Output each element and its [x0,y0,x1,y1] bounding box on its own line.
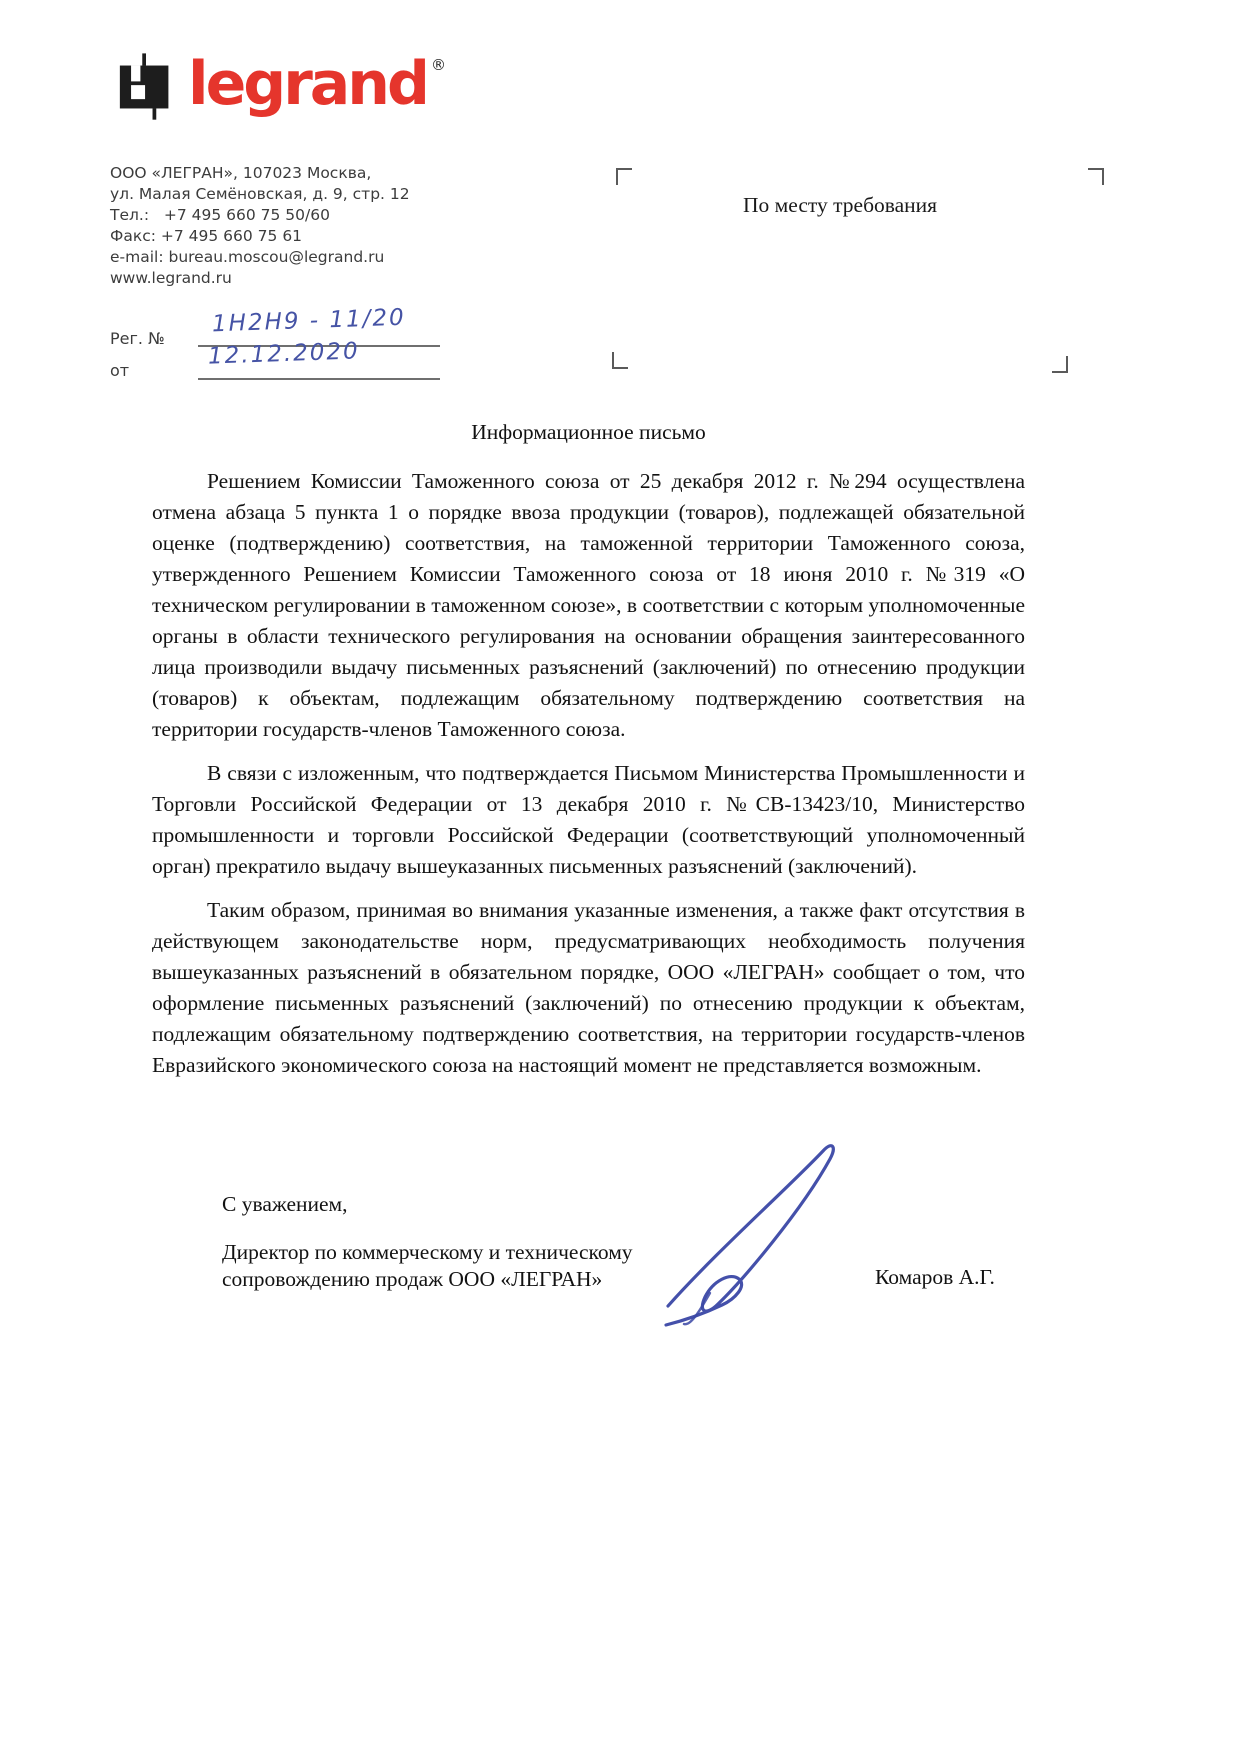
crop-mark-bottom-right [1052,356,1068,373]
crop-mark-bottom-left [612,352,628,369]
signer-position-line-2: сопровождению продаж ООО «ЛЕГРАН» [222,1267,603,1291]
company-phone-line: Тел.: +7 495 660 75 50/60 [110,206,330,224]
legrand-wordmark: legrand [188,49,427,119]
closing-salutation: С уважением, [222,1192,348,1216]
reg-number-handwritten-value: 1Н2Н9 - 11/20 [211,304,407,338]
legrand-mark-icon [118,52,174,122]
reg-number-label: Рег. № [110,329,165,348]
paragraph-2: В связи с изложенным, что подтверждается Письмом Министерства Промышленности и Торговли Российской Федерации от 13 декабря 2010 г. №СВ-13423/10, Министерство промышленности и торговли Российской Федерации (соответствующий уполномоченный орган) прекратило выдачу вышеуказанных письменных разъяснений (заключений). [152,761,1025,878]
company-email-line: e-mail: bureau.moscou@legrand.ru [110,248,385,266]
registered-trademark-symbol: ® [430,56,446,74]
company-contact-block [110,163,410,289]
company-website-line: www.legrand.ru [110,269,232,287]
crop-mark-top-right [1088,168,1104,185]
company-fax-line: Факс: +7 495 660 75 61 [110,227,303,245]
company-address-line: ул. Малая Семёновская, д. 9, стр. 12 [110,185,410,203]
letter-title: Информационное письмо [471,420,706,444]
date-underline [198,378,440,380]
recipient-text: По месту требования [743,193,938,217]
crop-mark-top-left [616,168,632,185]
date-label: от [110,361,130,380]
company-name-line: ООО «ЛЕГРАН», 107023 Москва, [110,164,372,182]
legrand-logo [118,49,446,122]
handwritten-signature [640,1138,860,1330]
paragraph-1: Решением Комиссии Таможенного союза от 25 декабря 2012 г. №294 осуществлена отмена абзаца 5 пункта 1 о порядке ввоза продукции (товаров), подлежащей обязательной оценке (подтверждению) соответствия, на таможенной территории Таможенного союза, утвержденного Решением Комиссии Таможенного союза от 18 июня 2010 г. №319 «О техническом регулировании в таможенном союзе», в соответствии с которым уполномоченные органы в области технического регулирования на основании обращения заинтересованного лица производили выдачу письменных разъяснений (заключений) по отнесению продукции (товаров) к объектам, подлежащим обязательному подтверждению соответствия на территории государств-членов Таможенного союза. [152,469,1025,741]
signer-name: Комаров А.Г. [875,1265,995,1289]
date-handwritten-value: 12.12.2020 [207,338,361,370]
letter-body [152,466,1025,1094]
signer-position-line-1: Директор по коммерческому и техническому [222,1240,633,1264]
paragraph-3: Таким образом, принимая во внимания указанные изменения, а также факт отсутствия в действующем законодательстве норм, предусматривающих необходимость получения вышеуказанных разъяснений в обязательном порядке, ООО «ЛЕГРАН» сообщает о том, что оформление письменных разъяснений (заключений) по отнесению продукции к объектам, подлежащим обязательному подтверждению соответствия, на территории государств-членов Евразийского экономического союза на настоящий момент не представляется возможным. [152,898,1025,1077]
